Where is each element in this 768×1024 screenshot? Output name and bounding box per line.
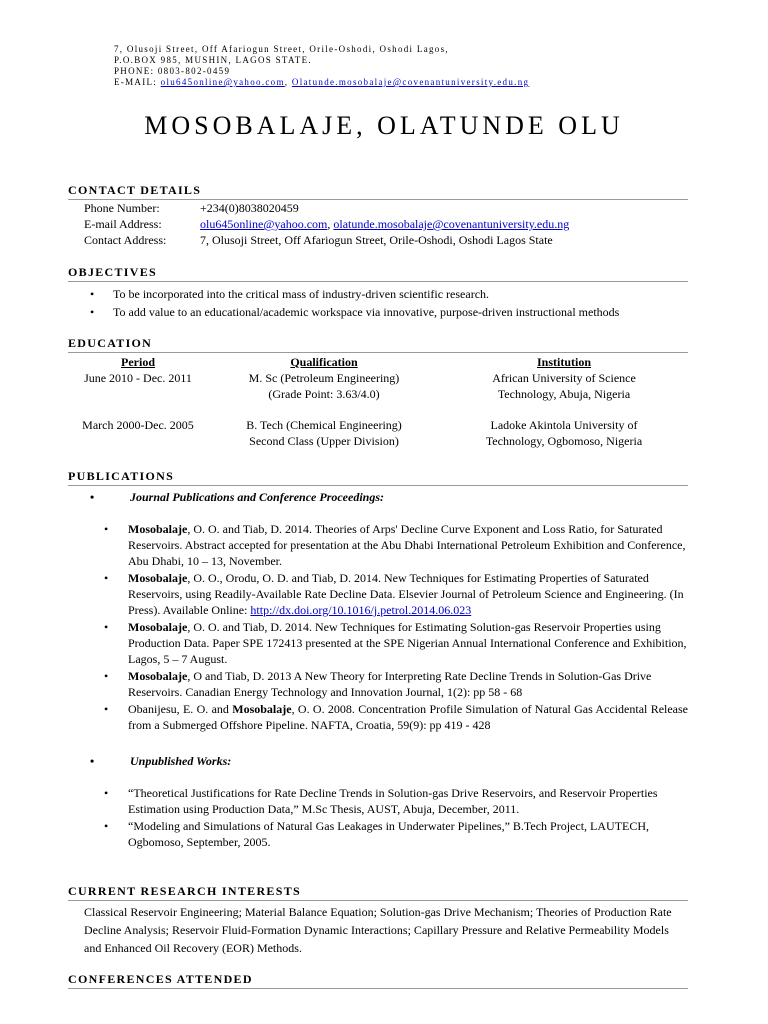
education-period: March 2000-Dec. 2005 bbox=[82, 418, 194, 432]
contact-key: E-mail Address: bbox=[84, 217, 162, 231]
publication-item bbox=[68, 570, 688, 618]
education-period: June 2010 - Dec. 2011 bbox=[84, 371, 192, 385]
journal-publications-heading: • Journal Publications and Conference Proceedings: bbox=[68, 489, 688, 505]
research-text: Classical Reservoir Engineering; Material Balance Equation; Solution-gas Drive Mechanism; Theories of Production Rate Decline Analysis; Reservoir Fluid-Formation Dynamic Interactions; Capillary Pressure and Relative Permeability Models and Enhanced Oil Recovery (EOR) Methods. bbox=[84, 905, 672, 955]
email-label: E-MAIL: bbox=[114, 77, 158, 87]
publication-doi-link[interactable]: http://dx.doi.org/10.1016/j.petrol.2014.06.023 bbox=[250, 603, 472, 617]
unpublished-item: • “Theoretical Justifications for Rate Decline Trends in Solution-gas Drive Reservoirs, and Reservoir Properties Estimation using Production Data,” M.Sc Thesis, AUST, Abuja, December, 2011. bbox=[68, 785, 688, 817]
education-qualification bbox=[208, 417, 440, 449]
column-header-period: Period bbox=[121, 355, 155, 369]
column-header-institution: Institution bbox=[536, 355, 592, 369]
contact-email-link-1[interactable]: olu645online@yahoo.com bbox=[200, 217, 328, 231]
unpublished-works-heading: • Unpublished Works: bbox=[68, 753, 688, 769]
journal-publications-list bbox=[68, 521, 688, 733]
column-header-qualification: Qualification bbox=[290, 355, 358, 369]
research-section bbox=[68, 884, 688, 957]
education-institution bbox=[440, 370, 688, 402]
publication-author: Mosobalaje bbox=[128, 620, 188, 634]
conferences-section bbox=[68, 972, 688, 989]
header-address-block bbox=[114, 44, 529, 88]
contact-row-phone bbox=[84, 200, 688, 216]
publication-item bbox=[68, 619, 688, 667]
qualification-line: B. Tech (Chemical Engineering) bbox=[246, 418, 402, 432]
publication-text: , O. O. and Tiab, D. 2014. New Techniques for Estimating Solution-gas Reservoir Properties using Production Data. Paper SPE 172413 presented at the SPE Nigerian Annual International Conference and Exhibition, Lagos, 5 – 7 August. bbox=[128, 620, 687, 666]
publication-coauthor: Obanijesu, E. O. and bbox=[128, 702, 233, 716]
education-institution bbox=[440, 417, 688, 449]
email-separator: , bbox=[284, 77, 289, 87]
publication-item bbox=[68, 668, 688, 700]
objectives-list bbox=[68, 285, 688, 321]
objective-item: • To be incorporated into the critical mass of industry-driven scientific research. bbox=[68, 285, 688, 303]
publication-author: Mosobalaje bbox=[128, 571, 188, 585]
qualification-line: M. Sc (Petroleum Engineering) bbox=[248, 371, 400, 385]
contact-heading: CONTACT DETAILS bbox=[68, 183, 688, 200]
publication-text: , O. O. 2008. Concentration Profile Simulation of Natural Gas Accidental Release from a Submerged Offshore Pipeline. NAFTA, Croatia, 59(9): pp 419 - 428 bbox=[128, 702, 689, 732]
address-line-2: P.O.BOX 985, MUSHIN, LAGOS STATE. bbox=[114, 55, 312, 65]
publication-author: Mosobalaje bbox=[128, 522, 188, 536]
unpublished-works-list bbox=[68, 785, 688, 850]
publication-text: , O and Tiab, D. 2013 A New Theory for Interpreting Rate Decline Trends in Solution-Gas Drive Reservoirs. Canadian Energy Technology and Innovation Journal, 1(2): pp 58 - 68 bbox=[128, 669, 652, 699]
contact-value bbox=[200, 216, 569, 232]
objective-item: • To add value to an educational/academic workspace via innovative, purpose-driven instructional methods bbox=[68, 303, 688, 321]
candidate-name: MOSOBALAJE, OLATUNDE OLU bbox=[144, 111, 624, 140]
address-line-1: 7, Olusoji Street, Off Afariogun Street, Orile-Oshodi, Oshodi Lagos, bbox=[114, 44, 449, 54]
contact-key: Contact Address: bbox=[84, 233, 167, 247]
education-table bbox=[68, 354, 688, 449]
conferences-heading: CONFERENCES ATTENDED bbox=[68, 972, 688, 989]
header-email-link-1[interactable]: olu645online@yahoo.com bbox=[160, 77, 285, 87]
objectives-heading: OBJECTIVES bbox=[68, 265, 688, 282]
education-section bbox=[68, 336, 688, 449]
contact-key: Phone Number: bbox=[84, 201, 160, 215]
research-heading: CURRENT RESEARCH INTERESTS bbox=[68, 884, 688, 901]
institution-line: Ladoke Akintola University of bbox=[490, 418, 638, 432]
education-qualification bbox=[208, 370, 440, 402]
contact-row-email bbox=[84, 216, 688, 232]
publication-author: Mosobalaje bbox=[232, 702, 292, 716]
header-email-link-2[interactable]: Olatunde.mosobalaje@covenantuniversity.edu.ng bbox=[291, 77, 530, 87]
institution-line: Technology, Abuja, Nigeria bbox=[497, 387, 631, 401]
publications-heading: PUBLICATIONS bbox=[68, 469, 688, 486]
qualification-line: Second Class (Upper Division) bbox=[249, 434, 399, 448]
address-email-line bbox=[114, 77, 529, 88]
contact-value: 7, Olusoji Street, Off Afariogun Street, Orile-Oshodi, Oshodi Lagos State bbox=[200, 233, 553, 247]
unpublished-item: • “Modeling and Simulations of Natural Gas Leakages in Underwater Pipelines,” B.Tech Project, LAUTECH, Ogbomoso, September, 2005. bbox=[68, 818, 688, 850]
publication-item bbox=[68, 521, 688, 569]
publication-author: Mosobalaje bbox=[128, 669, 188, 683]
objectives-section bbox=[68, 265, 688, 321]
publication-item bbox=[68, 701, 688, 733]
address-line-3: PHONE: 0803-802-0459 bbox=[114, 66, 231, 76]
contact-row-address bbox=[84, 232, 688, 248]
contact-email-link-2[interactable]: olatunde.mosobalaje@covenantuniversity.edu.ng bbox=[333, 217, 570, 231]
email-separator: , bbox=[327, 217, 331, 231]
publications-section bbox=[68, 469, 688, 851]
contact-section bbox=[68, 183, 688, 248]
publication-text: , O. O., Orodu, O. D. and Tiab, D. 2014. New Techniques for Estimating Properties of Saturated Reservoirs, using Readily-Available Rate Decline Data. Elsevier Journal of Petroleum Science and Engineering. (In Press). Available Online: bbox=[128, 571, 684, 617]
publication-text: , O. O. and Tiab, D. 2014. Theories of Arps' Decline Curve Exponent and Loss Ratio, for Saturated Reservoirs. Abstract accepted for presentation at the Abu Dhabi International Petroleum Exhibition and Conference, Abu Dhabi, 10 – 13, November. bbox=[128, 522, 686, 568]
institution-line: African University of Science bbox=[492, 371, 636, 385]
contact-value: +234(0)8038020459 bbox=[200, 201, 299, 215]
education-heading: EDUCATION bbox=[68, 336, 688, 353]
institution-line: Technology, Ogbomoso, Nigeria bbox=[485, 434, 643, 448]
qualification-line: (Grade Point: 3.63/4.0) bbox=[268, 387, 380, 401]
